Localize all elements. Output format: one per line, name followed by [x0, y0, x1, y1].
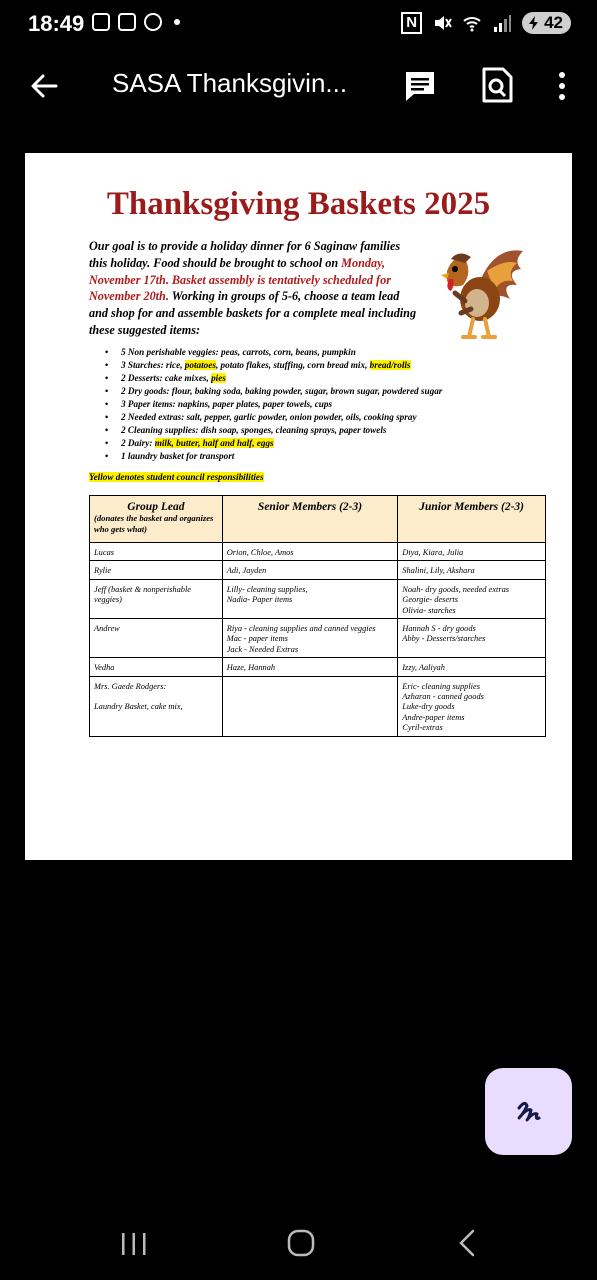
more-notifications-dot — [174, 19, 180, 25]
table-cell-lead — [90, 579, 223, 618]
cell-text: Georgie- deserts — [402, 595, 459, 605]
cell-text: Vedha — [94, 663, 115, 673]
cell-text: Andre-paper items — [402, 712, 465, 722]
highlighted-text: milk, butter, half and half, eggs — [154, 438, 274, 448]
cell-text: Rylie — [94, 566, 112, 576]
wifi-icon — [462, 13, 482, 33]
intro-dates: Monday, November 17th. Basket assembly is tentatively scheduled for November 20th. — [89, 255, 391, 304]
table-row — [90, 658, 546, 676]
battery-level: 42 — [544, 13, 563, 32]
table-cell-lead — [90, 543, 223, 561]
cell-text: Jeff (basket & nonperishable veggies) — [94, 584, 191, 605]
list-item: • 2 Dry goods: flour, baking soda, baking powder, sugar, brown sugar, powdered sugar — [105, 385, 442, 398]
cell-text: Mrs. Gaede Rodgers: — [94, 681, 167, 691]
header-junior: Junior Members (2-3) — [398, 496, 546, 543]
cell-text: Mac - paper items — [226, 634, 288, 644]
cell-text: Laundry Basket, cake mix, — [94, 702, 183, 712]
table-cell-senior — [222, 561, 398, 579]
table-cell-junior — [398, 579, 546, 618]
cell-text: Diya, Kiara, Julia — [402, 548, 464, 557]
threads-icon — [144, 13, 162, 31]
table-header-row — [90, 496, 546, 543]
table-cell-lead — [90, 561, 223, 579]
intro-text-2: Working in groups of 5-6, choose a team lead and shop for and assemble baskets for a complete meal including these suggested items: — [89, 289, 417, 337]
suggested-items-list — [105, 346, 442, 463]
cell-text: Hannah S - dry goods — [402, 624, 476, 634]
signal-icon — [492, 13, 512, 33]
table-cell-senior — [222, 658, 398, 676]
cell-text: Eric- cleaning supplies — [402, 681, 480, 691]
charging-bolt-icon — [528, 16, 540, 30]
highlighted-text: pies — [211, 373, 226, 383]
intro-paragraph — [89, 238, 419, 339]
nfc-icon: N — [401, 12, 422, 34]
cell-text: Riya - cleaning supplies and canned veggies — [226, 624, 376, 634]
table-cell-junior — [398, 676, 546, 736]
scribble-icon — [513, 1096, 545, 1128]
header-group-lead-sub: (donates the basket and organizes who gets what) — [94, 513, 214, 535]
comment-icon[interactable] — [402, 68, 438, 104]
table-cell-senior — [222, 579, 398, 618]
cell-text: Abby - Desserts/starches — [402, 634, 486, 644]
page-heading: Thanksgiving Baskets 2025 — [106, 186, 491, 222]
cell-text: Cyril-extras — [402, 723, 443, 733]
find-in-page-icon[interactable] — [480, 66, 514, 104]
cell-text: Haze, Hannah — [226, 663, 276, 673]
cell-text — [94, 692, 218, 702]
cell-text: Azharan - canned goods — [402, 692, 484, 702]
cell-text: Olivia- starches — [402, 605, 456, 615]
intro-text: Our goal is to provide a holiday dinner for 6 Saginaw families this holiday. Food should be brought to school on — [89, 239, 401, 270]
list-item: • 2 Needed extras: salt, pepper, garlic powder, onion powder, oils, cooking spray — [105, 411, 442, 424]
groups-table — [89, 495, 546, 737]
battery-icon — [522, 12, 571, 34]
document-page[interactable] — [25, 153, 572, 860]
more-vert-icon[interactable] — [550, 68, 574, 104]
notification-icons — [92, 13, 180, 31]
back-icon[interactable] — [455, 1228, 479, 1258]
cell-text: Adi, Jayden — [226, 566, 267, 576]
table-cell-junior — [398, 619, 546, 658]
list-item: • 1 laundry basket for transport — [105, 450, 442, 463]
table-body — [90, 543, 546, 737]
list-item: • 2 Cleaning supplies: dish soap, sponges, cleaning sprays, paper towels — [105, 424, 442, 437]
table-row — [90, 579, 546, 618]
cell-text: Orion, Chloe, Amos — [226, 548, 294, 557]
back-arrow-icon[interactable] — [26, 68, 62, 104]
cell-text: Lucas — [94, 548, 115, 557]
table-cell-lead — [90, 676, 223, 736]
list-item: • 3 Starches: rice, potatoes, potato flakes, stuffing, corn bread mix, bread/rolls — [105, 359, 442, 372]
highlighted-text: bread/rolls — [369, 360, 411, 370]
list-item: • 3 Paper items: napkins, paper plates, paper towels, cups — [105, 398, 442, 411]
cell-text: Jack - Needed Extras — [226, 644, 299, 654]
table-cell-lead — [90, 658, 223, 676]
list-item: • 2 Dairy: milk, butter, half and half, eggs — [105, 437, 442, 450]
list-item: • 5 Non perishable veggies: peas, carrots, corn, beans, pumpkin — [105, 346, 442, 359]
cell-text: Shalini, Lily, Akshara — [402, 566, 475, 576]
table-cell-junior — [398, 561, 546, 579]
table-row — [90, 676, 546, 736]
table-cell-senior — [222, 676, 398, 736]
instagram-icon — [118, 13, 136, 31]
mute-icon — [432, 13, 452, 33]
system-nav-bar — [0, 1210, 597, 1280]
cell-text: Andrew — [94, 624, 120, 634]
header-group-lead: Group Lead (donates the basket and organizes who gets what) — [90, 496, 223, 543]
cell-text: Izzy, Aaliyah — [402, 663, 445, 673]
highlight-legend: Yellow denotes student council responsibilities — [89, 472, 264, 482]
table-cell-junior — [398, 658, 546, 676]
status-time: 18:49 — [28, 11, 85, 36]
recents-icon[interactable] — [120, 1231, 148, 1257]
table-row — [90, 619, 546, 658]
table-row — [90, 543, 546, 561]
home-icon[interactable] — [286, 1228, 316, 1258]
status-bar — [0, 0, 597, 50]
screenshot-icon — [92, 13, 110, 31]
table-cell-senior — [222, 619, 398, 658]
cell-text: Lilly- cleaning supplies, — [226, 584, 308, 594]
app-bar — [0, 50, 597, 120]
cell-text: Noah- dry goods, needed extras — [402, 584, 510, 594]
header-senior: Senior Members (2-3) — [222, 496, 398, 543]
table-cell-junior — [398, 543, 546, 561]
table-row — [90, 561, 546, 579]
turkey-illustration — [425, 241, 527, 341]
highlighted-text: potatoes — [184, 360, 216, 370]
cell-text: Luke-dry goods — [402, 702, 455, 712]
document-title: SASA Thanksgivin... — [112, 68, 348, 98]
table-cell-senior — [222, 543, 398, 561]
system-icons — [401, 12, 571, 34]
table-cell-lead — [90, 619, 223, 658]
list-item: • 2 Desserts: cake mixes, pies — [105, 372, 442, 385]
cell-text: Nadia- Paper items — [226, 595, 293, 605]
annotate-fab-button[interactable] — [485, 1068, 572, 1155]
